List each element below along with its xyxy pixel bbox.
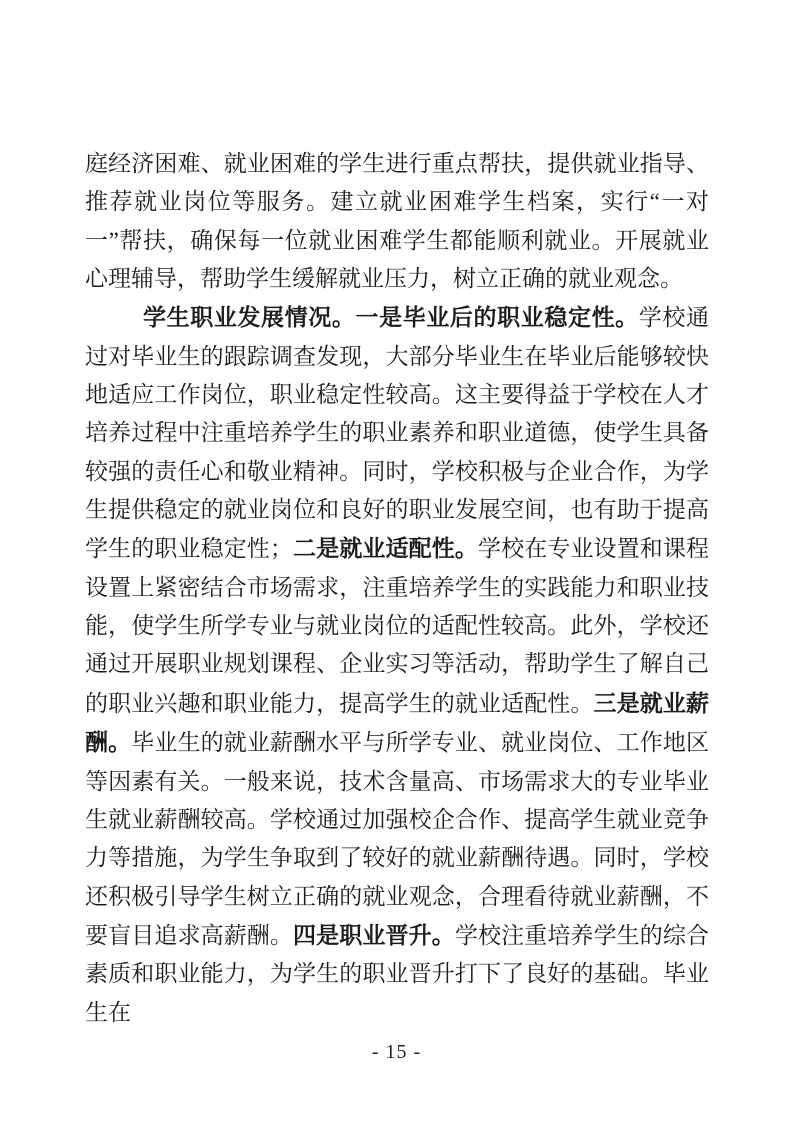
paragraph-career-development xyxy=(85,298,709,1032)
inline-heading-promotion: 四是职业晋升。 xyxy=(293,921,455,948)
text-run: 学校在专业设置和课程设置上紧密结合市场需求，注重培养学生的实践能力和职业技能，使学生所学专业与就业岗位的适配性较高。此外，学校还通过开展职业规划课程、企业实习等活动，帮助学生了解自己的职业兴趣和职业能力，提高学生的就业适配性。 xyxy=(85,536,710,716)
inline-heading-job-fit: 二是就业适配性。 xyxy=(292,535,478,562)
text-run: 毕业生的就业薪酬水平与所学专业、就业岗位、工作地区等因素有关。一般来说，技术含量高、市场需求大的专业毕业生就业薪酬较高。学校通过加强校企合作、提高学生就业竞争力等措施，为学生争取到了较好的就业薪酬待遇。同时，学校还积极引导学生树立正确的就业观念，合理看待就业薪酬，不要盲目追求高薪酬。 xyxy=(85,730,710,948)
inline-heading-salary: 三是就业薪酬。 xyxy=(85,689,710,756)
paragraph-continued: 庭经济困难、就业困难的学生进行重点帮扶，提供就业指导、推荐就业岗位等服务。建立就业困难学生档案，实行“一对一”帮扶，确保每一位就业困难学生都能顺利就业。开展就业心理辅导，帮助学生缓解就业压力，树立正确的就业观念。 xyxy=(85,151,709,292)
inline-heading-career-development: 学生职业发展情况。一是毕业后的职业稳定性。 xyxy=(143,304,639,331)
text-run: 学校通过对毕业生的跟踪调查发现，大部分毕业生在毕业后能够较快地适应工作岗位，职业稳定性较高。这主要得益于学校在人才培养过程中注重培养学生的职业素养和职业道德，使学生具备较强的责任心和敬业精神。同时，学校积极与企业合作，为学生提供稳定的就业岗位和良好的职业发展空间，也有助于提高学生的职业稳定性； xyxy=(85,305,710,562)
text-run: 学校注重培养学生的综合素质和职业能力，为学生的职业晋升打下了良好的基础。毕业生在 xyxy=(85,922,710,1025)
page-body xyxy=(85,145,709,1032)
page-number: - 15 - xyxy=(371,1041,422,1063)
